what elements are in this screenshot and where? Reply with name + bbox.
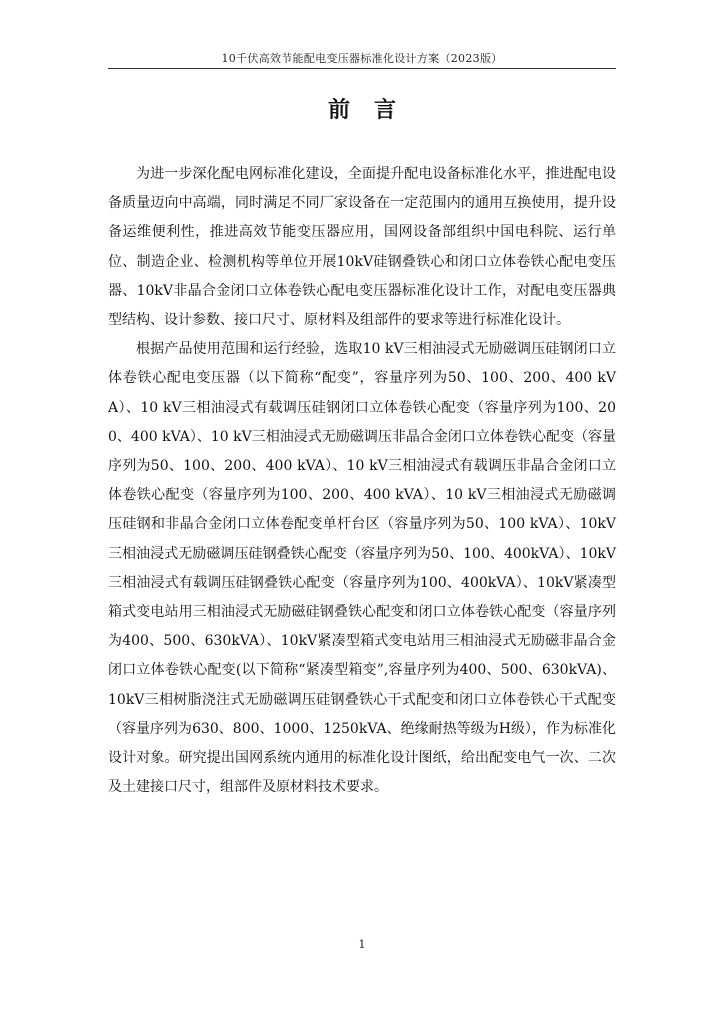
paragraph-2: 根据产品使用范围和运行经验，选取10 kV三相油浸式无励磁调压硅钢闭口立体卷铁心配电变压器（以下简称“配变”，容量序列为50、100、200、400 kVA）、10 kV三相油浸式有载调压硅钢闭口立体卷铁心配变（容量序列为100、200、400 kVA）、10 kV三相油浸式无励磁调压非晶合金闭口立体卷铁心配变（容量序列为50、100、200、400 kVA）、10 kV三相油浸式有载调压非晶合金闭口立体卷铁心配变（容量序列为100、200、400 kVA）、10 kV三相油浸式无励磁调压硅钢和非晶合金闭口立体卷配变单杆台区（容量序列为50、100 kVA）、10kV三相油浸式无励磁调压硅钢叠铁心配变（容量序列为50、100、400kVA）、10kV三相油浸式有载调压硅钢叠铁心配变（容量序列为100、400kVA）、10kV紧凑型箱式变电站用三相油浸式无励磁硅钢叠铁心配变和闭口立体卷铁心配变（容量序列为400、500、630kVA）、10kV紧凑型箱式变电站用三相油浸式无励磁非晶合金闭口立体卷铁心配变(以下简称“紧凑型箱变”,容量序列为400、500、630kVA)、10kV三相树脂浇注式无励磁调压硅钢叠铁心干式配变和闭口立体卷铁心干式配变（容量序列为630、800、1000、1250kVA、绝缘耐热等级为H级），作为标准化设计对象。研究提出国网系统内通用的标准化设计图纸，给出配变电气一次、二次及土建接口尺寸，组部件及原材料技术要求。 (108, 341, 616, 796)
header-divider (108, 68, 616, 69)
running-header: 10千伏高效节能配电变压器标准化设计方案（2023版） (221, 52, 503, 65)
page-number: 1 (358, 938, 366, 951)
paragraph-1: 为进一步深化配电网标准化建设，全面提升配电设备标准化水平，推进配电设备质量迈向中高端，同时满足不同厂家设备在一定范围内的通用互换使用，提升设备运维便利性，推进高效节能变压器应用，国网设备部组织中国电科院、运行单位、制造企业、检测机构等单位开展10kV硅钢叠铁心和闭口立体卷铁心配电变压器、10kV非晶合金闭口立体卷铁心配电变压器标准化设计工作，对配电变压器典型结构、设计参数、接口尺寸、原材料及组部件的要求等进行标准化设计。 (108, 166, 616, 329)
body-text (108, 160, 616, 802)
page-title: 前言 (327, 97, 420, 123)
